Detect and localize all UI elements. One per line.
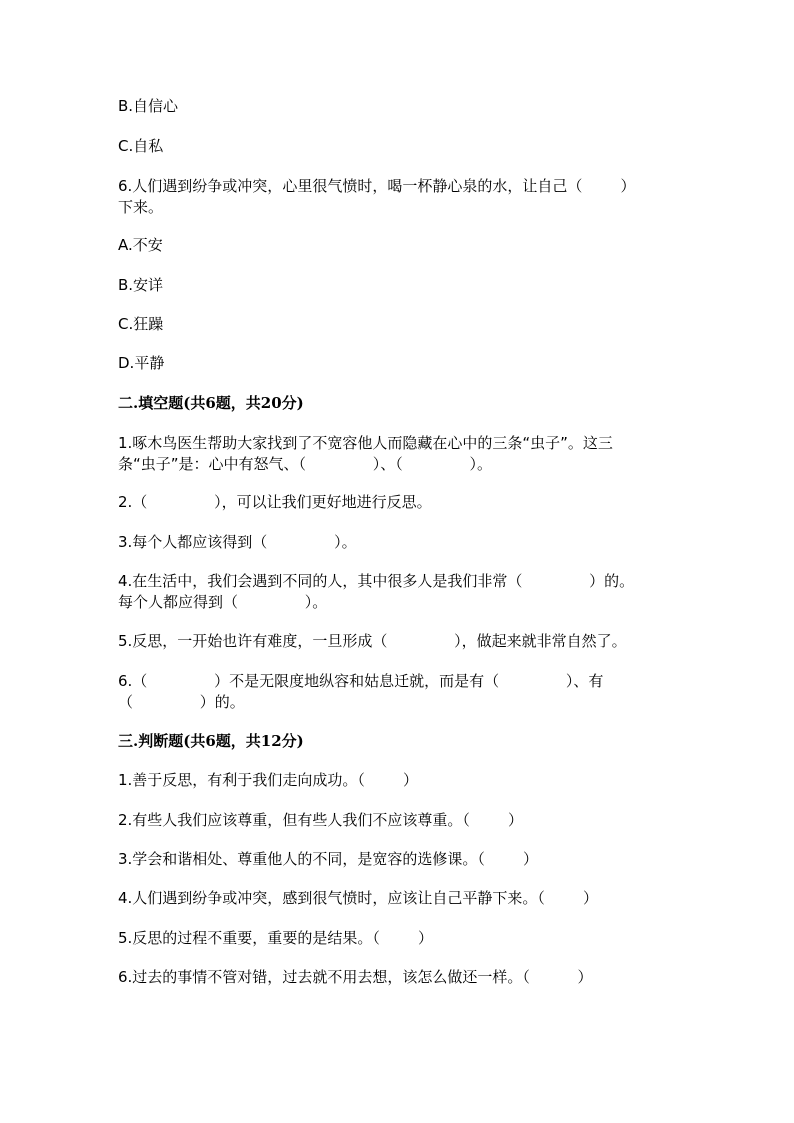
fill-question-4-line-1: 4.在生活中，我们会遇到不同的人，其中很多人是我们非常（ ）的。 (118, 572, 635, 590)
option-c-selfish: C.自私 (118, 137, 164, 155)
fill-question-4-line-2: 每个人都应得到（ ）。 (118, 593, 328, 611)
judge-question-2: 2.有些人我们应该尊重，但有些人我们不应该尊重。（ ） (118, 811, 523, 829)
question-6-option-b: B.安详 (118, 276, 164, 294)
question-6-option-d: D.平静 (118, 354, 165, 372)
fill-question-6-line-1: 6.（ ）不是无限度地纵容和姑息迁就，而是有（ ）、有 (118, 672, 604, 690)
fill-question-5: 5.反思，一开始也许有难度，一旦形成（ ），做起来就非常自然了。 (118, 632, 627, 650)
question-6-option-a: A.不安 (118, 236, 163, 254)
judge-question-6: 6.过去的事情不管对错，过去就不用去想，该怎么做还一样。（ ） (118, 968, 593, 986)
fill-question-3: 3.每个人都应该得到（ ）。 (118, 533, 357, 551)
fill-question-2: 2.（ ），可以让我们更好地进行反思。 (118, 493, 432, 511)
question-6-line-2: 下来。 (118, 198, 164, 216)
judge-question-5: 5.反思的过程不重要，重要的是结果。（ ） (118, 929, 433, 947)
fill-section-heading: 二.填空题(共6题，共20分) (118, 394, 304, 412)
judge-section-heading: 三.判断题(共6题，共12分) (118, 732, 304, 750)
judge-question-1: 1.善于反思，有利于我们走向成功。（ ） (118, 771, 418, 789)
judge-question-4: 4.人们遇到纷争或冲突，感到很气愤时，应该让自己平静下来。（ ） (118, 889, 598, 907)
fill-question-1-line-2: 条“虫子”是：心中有怒气、（ ）、（ ）。 (118, 455, 493, 473)
question-6-line-1: 6.人们遇到纷争或冲突，心里很气愤时，喝一杯静心泉的水，让自己（ ） (118, 177, 636, 195)
fill-question-1-line-1: 1.啄木鸟医生帮助大家找到了不宽容他人而隐藏在心中的三条“虫子”。这三 (118, 434, 613, 452)
fill-question-6-line-2: （ ）的。 (118, 693, 245, 711)
judge-question-3: 3.学会和谐相处、尊重他人的不同，是宽容的选修课。（ ） (118, 850, 538, 868)
question-6-option-c: C.狂躁 (118, 315, 164, 333)
option-b-confidence: B.自信心 (118, 97, 179, 115)
